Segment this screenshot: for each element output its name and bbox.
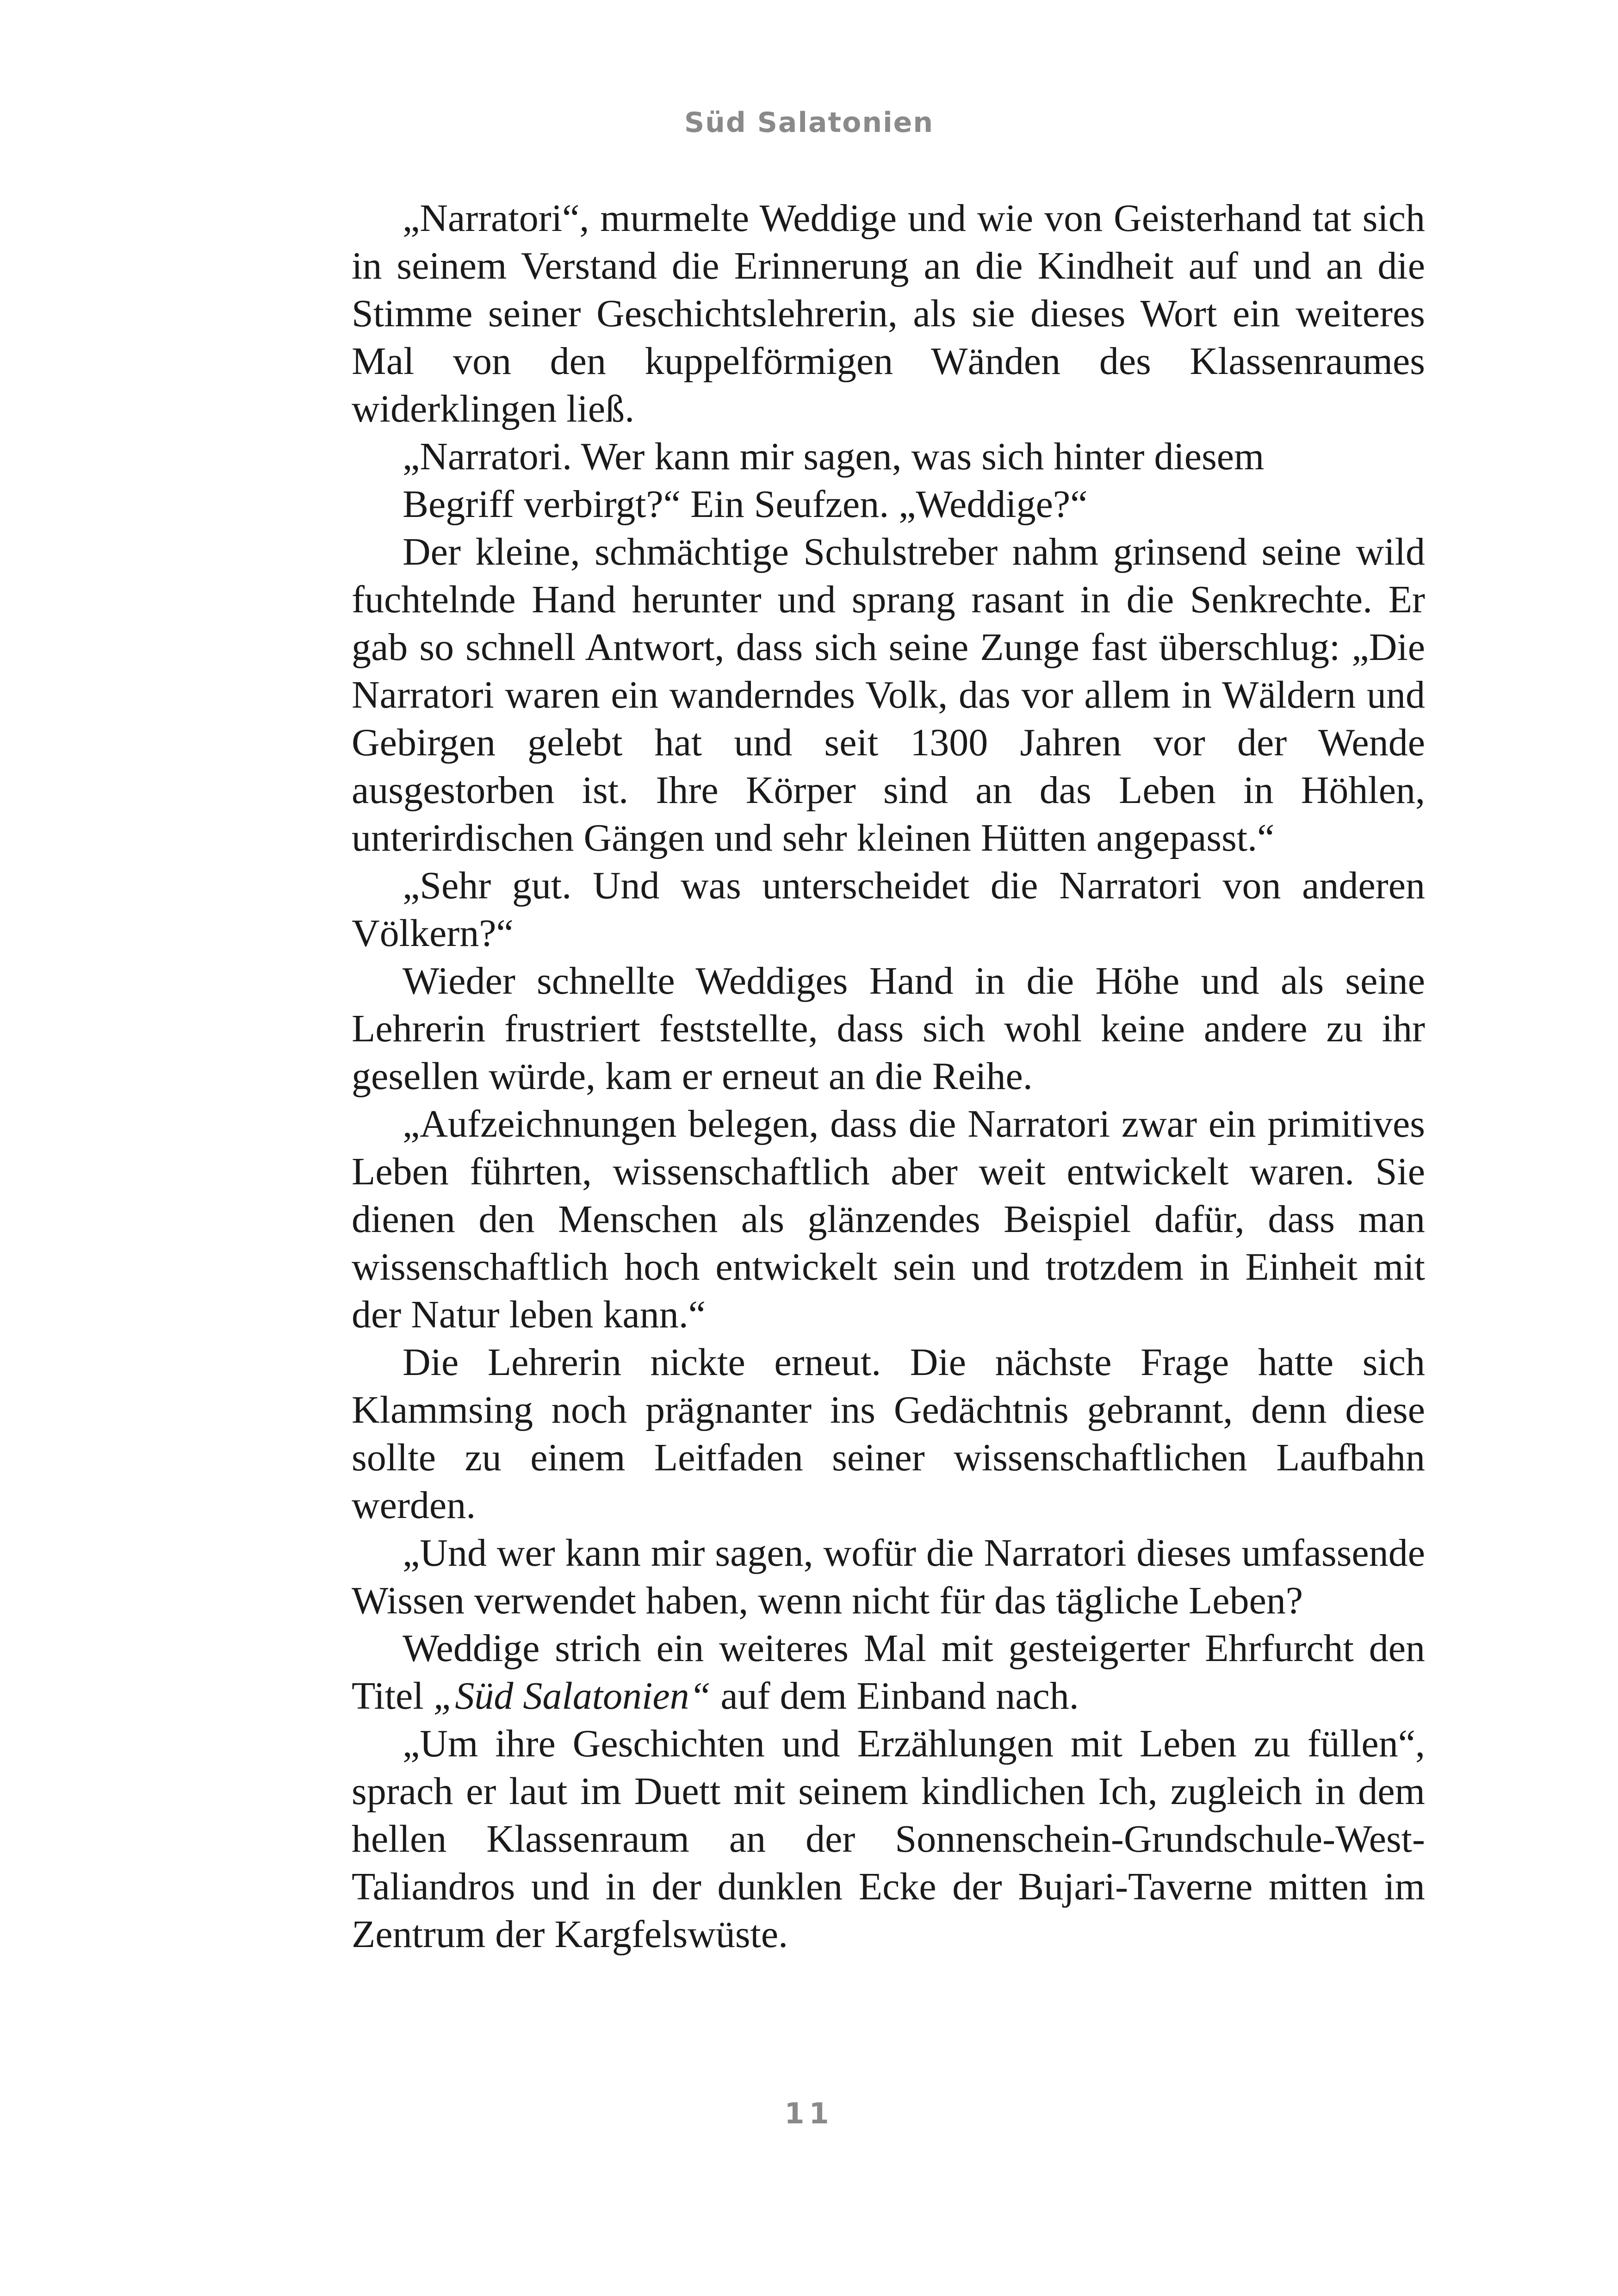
paragraph: „Narratori“, murmelte Weddige und wie von Geisterhand tat sich in seinem Verstand die Erinnerung an die Kindheit auf und an die Stimme seiner Geschichtslehrerin, als sie dieses Wort ein weiteres Mal von den kuppelförmigen Wänden des Klassenraumes widerklingen ließ. bbox=[352, 197, 1425, 430]
paragraph: „Narratori. Wer kann mir sagen, was sich hinter diesem bbox=[403, 435, 1265, 478]
paragraph: Wieder schnellte Weddiges Hand in die Höhe und als seine Lehrerin frustriert feststellte, dass sich wohl keine andere zu ihr gesellen würde, kam er erneut an die Reihe. bbox=[352, 959, 1425, 1098]
body-text bbox=[352, 194, 1425, 1958]
paragraph bbox=[352, 1624, 1425, 1720]
page-number: 11 bbox=[784, 2097, 834, 2130]
paragraph-text: auf dem Einband nach. bbox=[711, 1674, 1079, 1717]
book-title-italic: „Süd Salatonien“ bbox=[433, 1674, 711, 1717]
paragraph: Der kleine, schmächtige Schulstreber nahm grinsend seine wild fuchtelnde Hand herunter und sprang rasant in die Senkrechte. Er gab so schnell Antwort, dass sich seine Zunge fast überschlug: „Die Narratori waren ein wanderndes Volk, das vor allem in Wäldern und Gebirgen gelebt hat und seit 1300 Jahren vor der Wende ausgestorben ist. Ihre Körper sind an das Leben in Höhlen, unterirdischen Gängen und sehr kleinen Hütten angepasst.“ bbox=[352, 530, 1425, 859]
running-header: Süd Salatonien bbox=[684, 106, 934, 139]
paragraph: „Und wer kann mir sagen, wofür die Narratori dieses umfassende Wissen verwendet haben, wenn nicht für das tägliche Leben? bbox=[352, 1531, 1425, 1622]
paragraph: „Aufzeichnungen belegen, dass die Narratori zwar ein primitives Leben führten, wissenschaftlich aber weit entwickelt waren. Sie dienen den Menschen als glänzendes Beispiel dafür, dass man wissenschaftlich hoch entwickelt sein und trotzdem in Einheit mit der Natur leben kann.“ bbox=[352, 1102, 1425, 1336]
paragraph: Die Lehrerin nickte erneut. Die nächste Frage hatte sich Klammsing noch prägnanter ins Gedächtnis gebrannt, denn diese sollte zu einem Leitfaden seiner wissenschaftlichen Laufbahn werden. bbox=[352, 1341, 1425, 1527]
paragraph-text: Weddige strich ein weiteres Mal mit gesteigerter Ehrfurcht den Titel bbox=[352, 1627, 1425, 1717]
paragraph: Begriff verbirgt?“ Ein Seufzen. „Weddige?“ bbox=[403, 483, 1088, 526]
paragraph: „Sehr gut. Und was unterscheidet die Narratori von anderen Völkern?“ bbox=[352, 864, 1425, 955]
paragraph: „Um ihre Geschichten und Erzählungen mit Leben zu füllen“, sprach er laut im Duett mit seinem kindlichen Ich, zugleich in dem hellen Klassenraum an der Sonnenschein-Grundschule-West-Taliandros und in der dunklen Ecke der Bujari-Taverne mitten im Zentrum der Kargfelswüste. bbox=[352, 1722, 1425, 1956]
